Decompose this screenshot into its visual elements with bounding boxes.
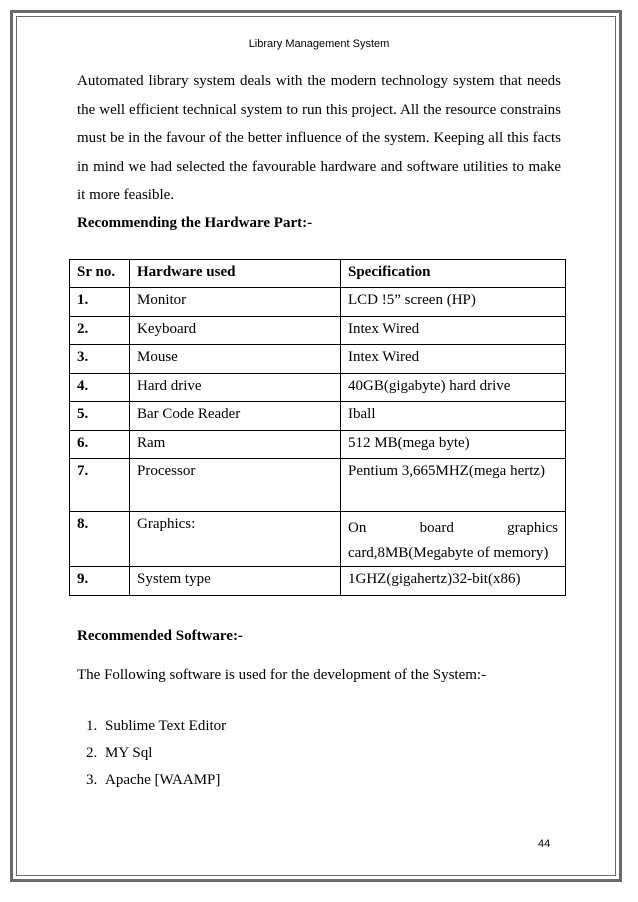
list-item: 2. MY Sql [101,740,561,767]
row-hardware: Mouse [130,345,341,374]
row-number: 5. [70,402,130,431]
row-number: 7. [70,459,130,512]
table-row [70,345,566,374]
row-number: 2. [70,316,130,345]
page-content [77,67,561,794]
row-specification [341,512,566,567]
row-specification: 512 MB(mega byte) [341,430,566,459]
row-hardware: Hard drive [130,373,341,402]
table-row [70,459,566,512]
software-heading: Recommended Software:- [77,627,243,644]
table-header-row [70,259,566,288]
page-number: 44 [538,838,551,850]
row-specification: Intex Wired [341,316,566,345]
row-hardware: Ram [130,430,341,459]
list-item: 3. Apache [WAAMP] [101,767,561,794]
row-hardware: Processor [130,459,341,512]
row-number: 4. [70,373,130,402]
intro-paragraph: Automated library system deals with the modern technology system that needs the well efficient technical system to run this project. All the resource constrains must be in the favour of the better influence of the system. Keeping all this facts in mind we had selected the favourable hardware and software utilities to make it more feasible. [77,73,561,203]
row-hardware: System type [130,567,341,596]
row-specification: 40GB(gigabyte) hard drive [341,373,566,402]
row-number: 9. [70,567,130,596]
software-list [77,713,561,794]
column-header-sr-no: Sr no. [70,259,130,288]
table-row [70,512,566,567]
row-number: 6. [70,430,130,459]
table-row [70,402,566,431]
row-hardware: Bar Code Reader [130,402,341,431]
row-specification: Iball [341,402,566,431]
list-item: 1. Sublime Text Editor [101,713,561,740]
row-number: 3. [70,345,130,374]
row-specification: LCD !5” screen (HP) [341,288,566,317]
table-row [70,373,566,402]
hardware-heading: Recommending the Hardware Part:- [77,214,313,231]
column-header-hardware: Hardware used [130,259,341,288]
column-header-specification: Specification [341,259,566,288]
row-specification: Pentium 3,665MHZ(mega hertz) [341,459,566,512]
row-specification-line-2: card,8MB(Megabyte of memory) [348,545,549,561]
row-number: 8. [70,512,130,567]
table-row [70,288,566,317]
page-header-title: Library Management System [248,38,390,50]
software-intro: The Following software is used for the development of the System:- [77,666,487,683]
row-hardware: Keyboard [130,316,341,345]
table-row [70,316,566,345]
row-specification: 1GHZ(gigahertz)32-bit(x86) [341,567,566,596]
table-row [70,430,566,459]
row-specification: Intex Wired [341,345,566,374]
row-number: 1. [70,288,130,317]
table-row [70,567,566,596]
row-hardware: Graphics: [130,512,341,567]
hardware-table [69,259,566,596]
row-hardware: Monitor [130,288,341,317]
row-specification-line-1: On board graphics [348,520,558,536]
